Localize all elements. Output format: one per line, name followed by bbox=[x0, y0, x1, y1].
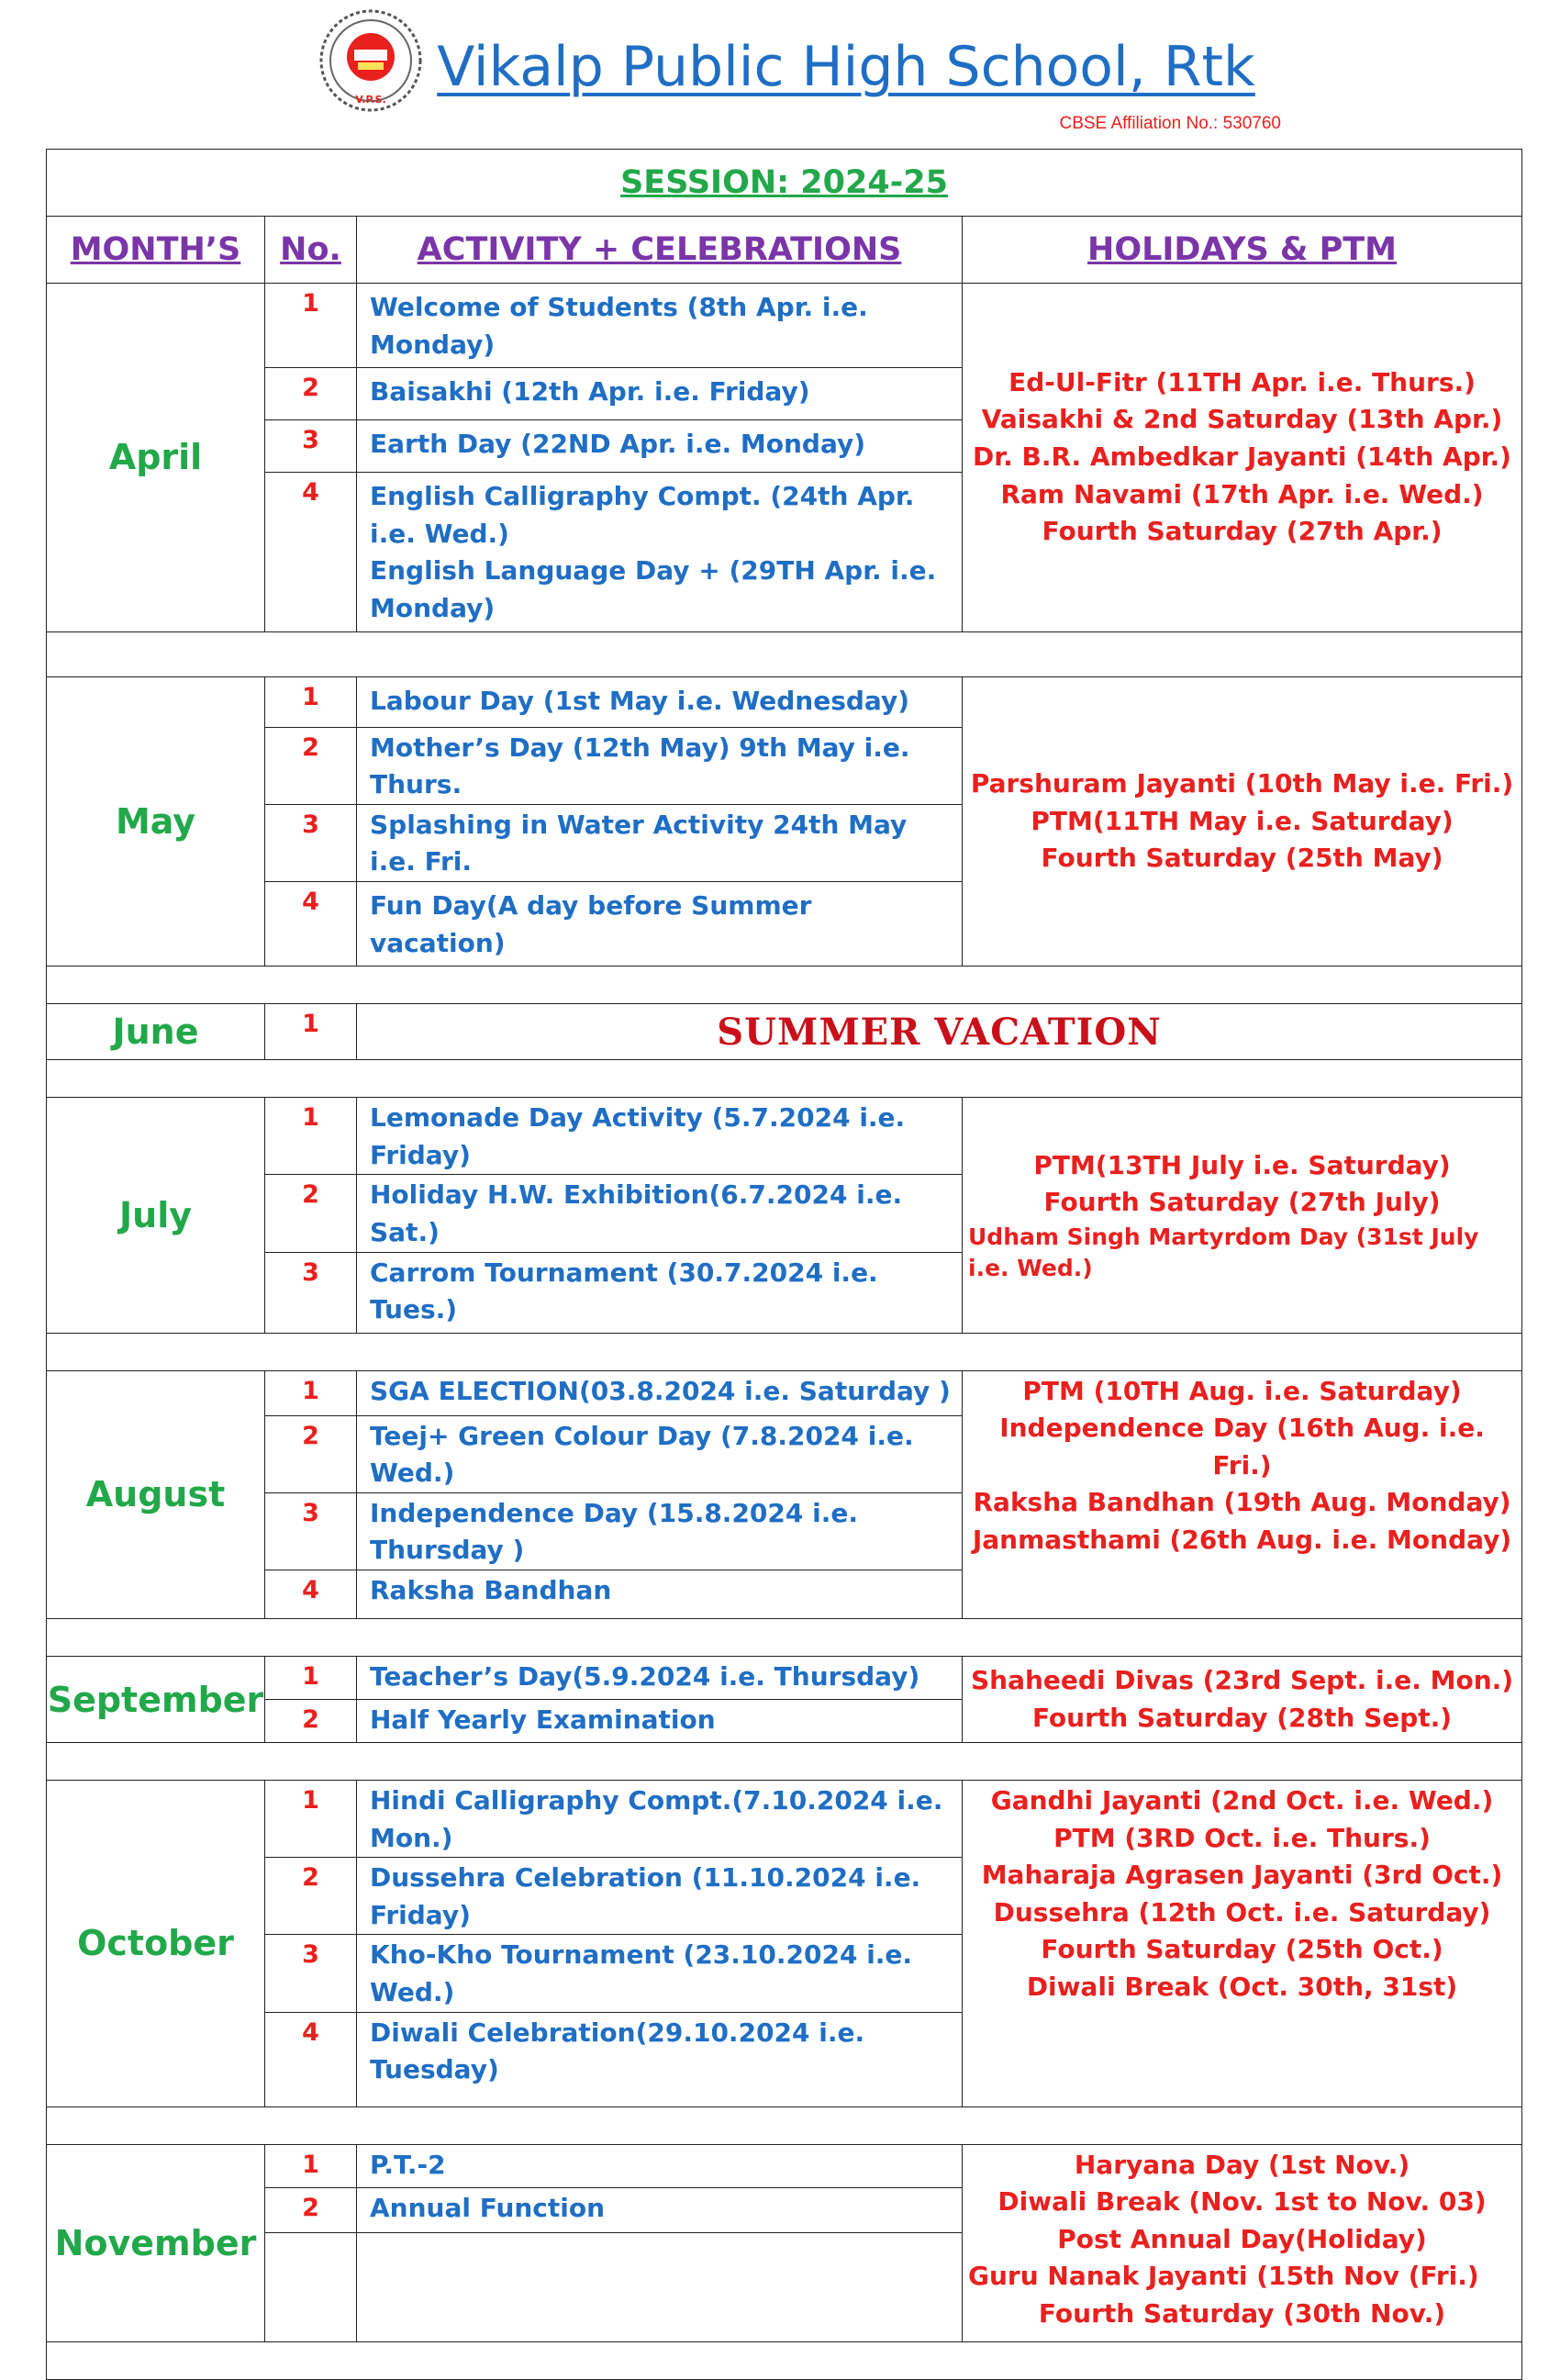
month-october: October bbox=[47, 1781, 265, 2107]
july-holiday-1: PTM(13TH July i.e. Saturday) bbox=[1033, 1149, 1451, 1180]
april-num-2: 2 bbox=[265, 368, 357, 420]
november-holiday-1: Haryana Day (1st Nov.) bbox=[1074, 2149, 1410, 2180]
july-holidays bbox=[963, 1098, 1522, 1334]
august-num-2: 2 bbox=[265, 1415, 357, 1492]
may-activity-3: Splashing in Water Activity 24th May i.e. Fri. bbox=[357, 804, 963, 881]
may-num-3: 3 bbox=[265, 804, 357, 881]
november-activity-2: Annual Function bbox=[357, 2187, 963, 2232]
spacer-row bbox=[47, 2106, 1522, 2144]
july-num-1: 1 bbox=[265, 1098, 357, 1175]
november-activity-1: P.T.-2 bbox=[357, 2144, 963, 2187]
april-holiday-2: Vaisakhi & 2nd Saturday (13th Apr.) bbox=[981, 404, 1503, 435]
november-row-1 bbox=[47, 2144, 1522, 2187]
november-num-2: 2 bbox=[265, 2187, 357, 2232]
july-holiday-3: Udham Singh Martyrdom Day (31st July i.e. Wed.) bbox=[968, 1223, 1479, 1281]
month-may: May bbox=[47, 676, 265, 967]
august-holiday-1: PTM (10TH Aug. i.e. Saturday) bbox=[1022, 1375, 1462, 1406]
school-logo bbox=[318, 7, 424, 114]
may-activity-4: Fun Day(A day before Summer vacation) bbox=[357, 881, 963, 966]
april-holiday-4: Ram Navami (17th Apr. i.e. Wed.) bbox=[1000, 478, 1484, 509]
september-activity-2: Half Yearly Examination bbox=[357, 1700, 963, 1743]
august-num-3: 3 bbox=[265, 1492, 357, 1570]
june-row bbox=[47, 1004, 1522, 1060]
october-num-3: 3 bbox=[265, 1935, 357, 2012]
may-holiday-1: Parshuram Jayanti (10th May i.e. Fri.) bbox=[970, 767, 1514, 799]
august-row-1 bbox=[47, 1370, 1522, 1415]
november-holiday-4: Guru Nanak Jayanti (15th Nov (Fri.) bbox=[968, 2261, 1479, 2292]
spacer-row bbox=[47, 1743, 1522, 1781]
august-holiday-3: Raksha Bandhan (19th Aug. Monday) bbox=[973, 1487, 1511, 1518]
september-holiday-1: Shaheedi Divas (23rd Sept. i.e. Mon.) bbox=[970, 1664, 1514, 1695]
april-holiday-5: Fourth Saturday (27th Apr.) bbox=[1042, 516, 1443, 547]
november-holiday-3: Post Annual Day(Holiday) bbox=[1057, 2223, 1427, 2254]
august-activity-4: Raksha Bandhan bbox=[357, 1570, 963, 1619]
may-num-2: 2 bbox=[265, 727, 357, 804]
april-num-4: 4 bbox=[265, 473, 357, 631]
month-july: July bbox=[47, 1098, 265, 1334]
col-holidays: HOLIDAYS & PTM bbox=[963, 217, 1522, 284]
logo-text: V.P.S. bbox=[355, 94, 386, 106]
november-holiday-2: Diwali Break (Nov. 1st to Nov. 03) bbox=[997, 2186, 1487, 2218]
november-holiday-5: Fourth Saturday (30th Nov.) bbox=[1038, 2298, 1446, 2329]
may-num-1: 1 bbox=[265, 676, 357, 727]
april-holiday-3: Dr. B.R. Ambedkar Jayanti (14th Apr.) bbox=[973, 441, 1511, 472]
july-holiday-2: Fourth Saturday (27th July) bbox=[1043, 1187, 1441, 1218]
may-num-4: 4 bbox=[265, 881, 357, 966]
spacer-row bbox=[47, 1060, 1522, 1098]
august-holiday-2: Independence Day (16th Aug. i.e. Fri.) bbox=[999, 1413, 1485, 1481]
col-no: No. bbox=[265, 217, 357, 284]
november-activity-empty bbox=[357, 2232, 963, 2341]
september-row-1 bbox=[47, 1657, 1522, 1700]
october-num-2: 2 bbox=[265, 1858, 357, 1935]
session-title: SESSION: 2024-25 bbox=[47, 150, 1522, 217]
october-holiday-2: PTM (3RD Oct. i.e. Thurs.) bbox=[1053, 1822, 1431, 1853]
spacer-row bbox=[47, 1619, 1522, 1657]
header-row bbox=[47, 217, 1522, 284]
may-row-1 bbox=[47, 676, 1522, 727]
november-num-empty bbox=[265, 2232, 357, 2341]
april-holiday-1: Ed-Ul-Fitr (11TH Apr. i.e. Thurs.) bbox=[1008, 366, 1476, 397]
october-activity-2: Dussehra Celebration (11.10.2024 i.e. Friday) bbox=[357, 1858, 963, 1935]
school-name: Vikalp Public High School, Rtk bbox=[437, 35, 1255, 99]
month-june: June bbox=[47, 1004, 265, 1060]
july-num-2: 2 bbox=[265, 1175, 357, 1252]
april-activity-2: Baisakhi (12th Apr. i.e. Friday) bbox=[357, 368, 963, 420]
session-row bbox=[47, 150, 1522, 217]
september-num-2: 2 bbox=[265, 1700, 357, 1743]
month-november: November bbox=[47, 2144, 265, 2341]
june-num-1: 1 bbox=[265, 1004, 357, 1060]
september-num-1: 1 bbox=[265, 1657, 357, 1700]
july-activity-1: Lemonade Day Activity (5.7.2024 i.e. Friday) bbox=[357, 1098, 963, 1175]
may-holiday-2: PTM(11TH May i.e. Saturday) bbox=[1031, 805, 1454, 836]
august-holidays bbox=[963, 1370, 1522, 1618]
august-holiday-4: Janmasthami (26th Aug. i.e. Monday) bbox=[972, 1525, 1512, 1556]
spacer-row bbox=[47, 2341, 1522, 2379]
october-holiday-5: Fourth Saturday (25th Oct.) bbox=[1041, 1934, 1443, 1965]
october-holiday-6: Diwali Break (Oct. 30th, 31st) bbox=[1026, 1972, 1458, 2003]
september-activity-1: Teacher’s Day(5.9.2024 i.e. Thursday) bbox=[357, 1657, 963, 1700]
col-activity: ACTIVITY + CELEBRATIONS bbox=[357, 217, 963, 284]
october-activity-4: Diwali Celebration(29.10.2024 i.e. Tuesday) bbox=[357, 2012, 963, 2106]
april-activity-4a: English Calligraphy Compt. (24th Apr. i.e. Wed.) bbox=[370, 481, 915, 549]
month-april: April bbox=[47, 284, 265, 632]
august-activity-2: Teej+ Green Colour Day (7.8.2024 i.e. Wed.) bbox=[357, 1415, 963, 1492]
spacer-row bbox=[47, 631, 1522, 676]
spacer-row bbox=[47, 967, 1522, 1004]
october-holidays bbox=[963, 1781, 1522, 2107]
october-num-1: 1 bbox=[265, 1781, 357, 1858]
april-row-1 bbox=[47, 284, 1522, 368]
may-activity-2: Mother’s Day (12th May) 9th May i.e. Thurs. bbox=[357, 727, 963, 804]
july-activity-3: Carrom Tournament (30.7.2024 i.e. Tues.) bbox=[357, 1252, 963, 1333]
april-activity-3: Earth Day (22ND Apr. i.e. Monday) bbox=[357, 420, 963, 473]
may-activity-1: Labour Day (1st May i.e. Wednesday) bbox=[357, 676, 963, 727]
april-activity-4 bbox=[357, 473, 963, 631]
august-num-1: 1 bbox=[265, 1370, 357, 1415]
month-august: August bbox=[47, 1370, 265, 1618]
may-holiday-3: Fourth Saturday (25th May) bbox=[1041, 843, 1443, 874]
july-row-1 bbox=[47, 1098, 1522, 1175]
october-holiday-3: Maharaja Agrasen Jayanti (3rd Oct.) bbox=[981, 1860, 1503, 1891]
affiliation-number: CBSE Affiliation No.: 530760 bbox=[1059, 114, 1281, 133]
october-holiday-1: Gandhi Jayanti (2nd Oct. i.e. Wed.) bbox=[990, 1785, 1494, 1816]
april-holidays bbox=[963, 284, 1522, 632]
august-num-4: 4 bbox=[265, 1570, 357, 1619]
august-activity-3: Independence Day (15.8.2024 i.e. Thursday ) bbox=[357, 1492, 963, 1570]
october-row-1 bbox=[47, 1781, 1522, 1858]
month-september: September bbox=[47, 1657, 265, 1743]
october-holiday-4: Dussehra (12th Oct. i.e. Saturday) bbox=[993, 1896, 1491, 1927]
september-holidays bbox=[963, 1657, 1522, 1743]
november-holidays bbox=[963, 2144, 1522, 2341]
july-activity-2: Holiday H.W. Exhibition(6.7.2024 i.e. Sat.) bbox=[357, 1175, 963, 1252]
april-activity-4b: English Language Day + (29TH Apr. i.e. Monday) bbox=[370, 555, 937, 623]
may-holidays bbox=[963, 676, 1522, 967]
spacer-row bbox=[47, 1333, 1522, 1370]
august-activity-1: SGA ELECTION(03.8.2024 i.e. Saturday ) bbox=[357, 1370, 963, 1415]
october-activity-3: Kho-Kho Tournament (23.10.2024 i.e. Wed.) bbox=[357, 1935, 963, 2012]
april-activity-1: Welcome of Students (8th Apr. i.e. Monday) bbox=[357, 284, 963, 368]
calendar-table bbox=[46, 149, 1522, 2380]
april-num-1: 1 bbox=[265, 284, 357, 368]
april-num-3: 3 bbox=[265, 420, 357, 473]
summer-vacation-banner: SUMMER VACATION bbox=[357, 1004, 1522, 1060]
october-activity-1: Hindi Calligraphy Compt.(7.10.2024 i.e. Mon.) bbox=[357, 1781, 963, 1858]
col-month: MONTH’S bbox=[47, 217, 265, 284]
november-num-1: 1 bbox=[265, 2144, 357, 2187]
october-num-4: 4 bbox=[265, 2012, 357, 2106]
september-holiday-2: Fourth Saturday (28th Sept.) bbox=[1031, 1702, 1453, 1733]
july-num-3: 3 bbox=[265, 1252, 357, 1333]
